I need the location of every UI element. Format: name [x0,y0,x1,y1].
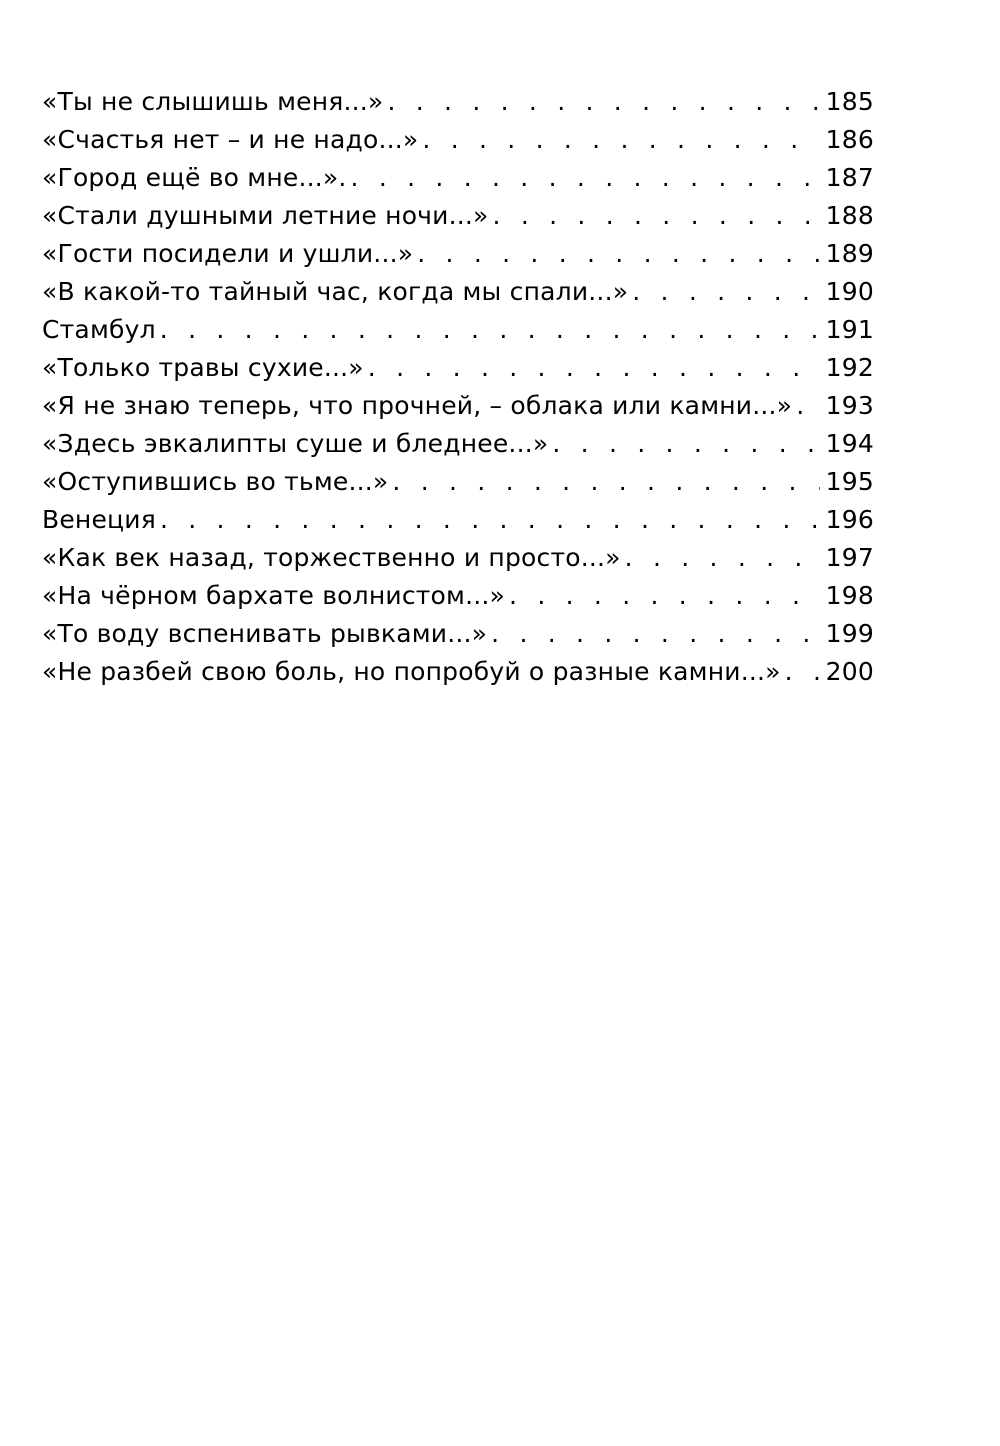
toc-entry-page: 194 [825,429,874,458]
toc-entry[interactable] [42,539,874,577]
toc-entry-title: «Ты не слышишь меня...» [42,87,384,116]
toc-entry-title: «Оступившись во тьме...» [42,467,389,496]
toc-entry[interactable] [42,349,874,387]
toc-leader-dots [632,273,820,311]
toc-entry[interactable] [42,501,874,539]
toc-entry-title: Стамбул [42,315,156,344]
table-of-contents [42,83,874,691]
toc-leader-dots [387,83,820,121]
toc-leader-dots [796,387,820,425]
toc-entry-page: 196 [825,505,874,534]
toc-leader-dots [160,311,820,349]
toc-entry-page: 191 [825,315,874,344]
toc-leader-dots [422,121,820,159]
toc-entry-title: «Как век назад, торжественно и просто...» [42,543,621,572]
toc-entry[interactable] [42,83,874,121]
toc-entry[interactable] [42,387,874,425]
toc-leader-dots [392,463,820,501]
toc-entry-page: 193 [825,391,874,420]
toc-entry-page: 197 [825,543,874,572]
toc-entry-title: «Стали душными летние ночи...» [42,201,489,230]
toc-entry[interactable] [42,615,874,653]
toc-entry[interactable] [42,121,874,159]
toc-entry-title: «Город ещё во мне...». [42,163,347,192]
toc-leader-dots [160,501,820,539]
toc-leader-dots [552,425,820,463]
toc-entry[interactable] [42,159,874,197]
toc-entry[interactable] [42,653,874,691]
toc-entry-title: «Счастья нет – и не надо...» [42,125,419,154]
toc-entry-title: Венеция [42,505,156,534]
toc-entry-page: 195 [825,467,874,496]
toc-entry-page: 188 [825,201,874,230]
toc-entry-title: «Я не знаю теперь, что прочней, – облака или камни...» [42,391,793,420]
toc-entry-title: «На чёрном бархате волнистом...» [42,581,506,610]
toc-entry-page: 185 [825,87,874,116]
toc-leader-dots [351,159,820,197]
toc-entry-title: «Гости посидели и ушли...» [42,239,414,268]
toc-entry-page: 192 [825,353,874,382]
toc-entry-page: 186 [825,125,874,154]
toc-leader-dots [625,539,820,577]
toc-entry-title: «Только травы сухие...» [42,353,364,382]
toc-entry-title: «То воду вспенивать рывками...» [42,619,488,648]
toc-entry-title: «Не разбей свою боль, но попробуй о разные камни...» [42,657,781,686]
toc-entry[interactable] [42,311,874,349]
toc-entry[interactable] [42,577,874,615]
toc-entry-title: «Здесь эвкалипты суше и бледнее...» [42,429,549,458]
toc-entry-page: 200 [825,657,874,686]
toc-leader-dots [509,577,820,615]
toc-leader-dots [785,653,820,691]
toc-entry[interactable] [42,197,874,235]
toc-leader-dots [491,615,820,653]
toc-entry[interactable] [42,425,874,463]
toc-entry-page: 190 [825,277,874,306]
toc-leader-dots [417,235,820,273]
toc-entry-page: 187 [825,163,874,192]
toc-entry[interactable] [42,273,874,311]
toc-entry[interactable] [42,463,874,501]
toc-leader-dots [493,197,820,235]
toc-entry-page: 199 [825,619,874,648]
toc-entry-page: 198 [825,581,874,610]
toc-entry-page: 189 [825,239,874,268]
toc-leader-dots [368,349,820,387]
toc-entry-title: «В какой-то тайный час, когда мы спали...» [42,277,629,306]
toc-entry[interactable] [42,235,874,273]
